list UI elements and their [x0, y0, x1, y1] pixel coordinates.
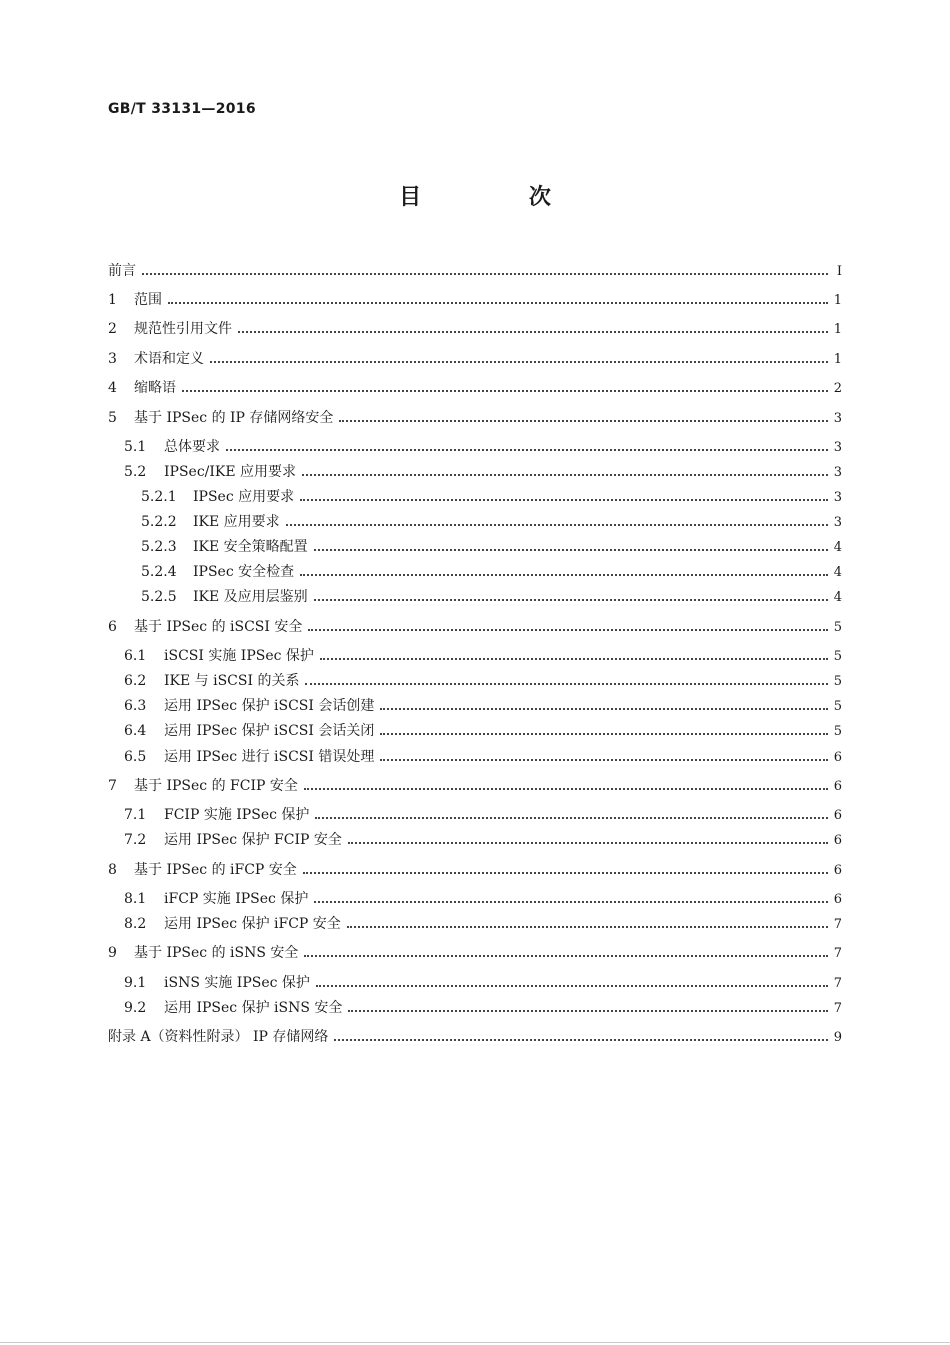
toc-page-number: 6 — [833, 750, 842, 765]
toc-leader — [348, 842, 828, 844]
toc-leader — [168, 302, 828, 304]
toc-entry-8-1[interactable] — [124, 889, 842, 909]
toc-entry-9-1[interactable] — [124, 973, 842, 993]
toc-entry-number: 2 — [108, 321, 117, 337]
toc-entry-text: IPSec/IKE 应用要求 — [164, 464, 297, 480]
toc-entry-6-4[interactable] — [124, 721, 842, 741]
toc-page-number: 5 — [833, 699, 842, 714]
toc-entry-text: 缩略语 — [134, 380, 176, 396]
toc-entry-number: 5.2.1 — [141, 489, 177, 505]
toc-page-number: 4 — [833, 565, 842, 580]
toc-entry-foreword[interactable] — [108, 261, 842, 281]
toc-page-number: 4 — [833, 540, 842, 555]
toc-leader — [347, 926, 828, 928]
toc-leader — [314, 549, 828, 551]
toc-entry-9[interactable] — [108, 943, 842, 963]
toc-entry-number: 5.2.4 — [141, 564, 177, 580]
toc-entry-text: 基于 IPSec 的 iSNS 安全 — [134, 945, 299, 961]
toc-entry-number: 5.2.3 — [141, 539, 177, 555]
toc-leader — [348, 1010, 828, 1012]
toc-page-number: 4 — [833, 590, 842, 605]
toc-leader — [302, 474, 828, 476]
toc-entry-5-2-5[interactable] — [141, 587, 842, 607]
toc-page-number: 6 — [833, 779, 842, 794]
toc-entry-text: 运用 IPSec 保护 FCIP 安全 — [164, 832, 342, 848]
toc-page-number: 1 — [833, 352, 842, 367]
toc-entry-text: 运用 IPSec 保护 iSNS 安全 — [164, 1000, 343, 1016]
toc-entry-number: 7.1 — [124, 807, 147, 823]
toc-leader — [339, 420, 828, 422]
toc-entry-7-2[interactable] — [124, 830, 842, 850]
page-title: 目 次 — [399, 185, 601, 210]
toc-leader — [304, 955, 828, 957]
toc-entry-5-2-4[interactable] — [141, 562, 842, 582]
toc-entry-number: 5.1 — [124, 439, 147, 455]
toc-page-number: 3 — [833, 440, 842, 455]
toc-leader — [316, 985, 828, 987]
toc-page-number: 1 — [833, 293, 842, 308]
toc-entry-number: 6.2 — [124, 673, 147, 689]
standard-code: GB/T 33131—2016 — [108, 101, 256, 117]
toc-leader — [305, 683, 828, 685]
toc-leader — [380, 708, 828, 710]
toc-entry-text: IPSec 应用要求 — [193, 489, 295, 505]
toc-entry-number: 6.4 — [124, 723, 147, 739]
toc-page-number: 5 — [833, 674, 842, 689]
toc-leader — [303, 872, 828, 874]
toc-entry-text: 运用 IPSec 保护 iFCP 安全 — [164, 916, 341, 932]
toc-entry-text: IKE 与 iSCSI 的关系 — [164, 673, 300, 689]
toc-entry-annex-a[interactable] — [108, 1027, 842, 1047]
toc-entry-text: FCIP 实施 IPSec 保护 — [164, 807, 310, 823]
toc-entry-text: IPSec 安全检查 — [193, 564, 295, 580]
toc-entry-number: 5.2.2 — [141, 514, 177, 530]
toc-entry-5-2-3[interactable] — [141, 537, 842, 557]
toc-entry-number: 7.2 — [124, 832, 147, 848]
toc-entry-number: 6.5 — [124, 749, 147, 765]
toc-page-number: 7 — [833, 1001, 842, 1016]
toc-leader — [320, 658, 828, 660]
toc-page-number: 1 — [833, 322, 842, 337]
toc-page-number: 9 — [833, 1030, 842, 1045]
toc-page-number: 6 — [833, 892, 842, 907]
toc-entry-3[interactable] — [108, 349, 842, 369]
toc-entry-2[interactable] — [108, 319, 842, 339]
toc-entry-text: 范围 — [134, 292, 162, 308]
toc-leader — [315, 817, 828, 819]
toc-entry-7[interactable] — [108, 776, 842, 796]
toc-leader — [286, 524, 828, 526]
toc-entry-text: 基于 IPSec 的 iFCP 安全 — [134, 862, 297, 878]
toc-page-number: 2 — [833, 381, 842, 396]
toc-entry-1[interactable] — [108, 290, 842, 310]
toc-entry-text: 基于 IPSec 的 iSCSI 安全 — [134, 619, 303, 635]
toc-entry-text: 附录 A（资料性附录） IP 存储网络 — [108, 1029, 329, 1045]
toc-entry-number: 9.1 — [124, 975, 147, 991]
toc-entry-text: 运用 IPSec 进行 iSCSI 错误处理 — [164, 749, 375, 765]
toc-leader — [300, 574, 828, 576]
toc-page-number: 5 — [833, 620, 842, 635]
toc-entry-number: 7 — [108, 778, 117, 794]
toc-entry-6-2[interactable] — [124, 671, 842, 691]
toc-entry-text: 运用 IPSec 保护 iSCSI 会话创建 — [164, 698, 375, 714]
toc-entry-number: 9 — [108, 945, 117, 961]
toc-page-number: 7 — [833, 976, 842, 991]
toc-entry-number: 4 — [108, 380, 117, 396]
toc-entry-number: 6.1 — [124, 648, 147, 664]
toc-entry-number: 6 — [108, 619, 117, 635]
toc-leader — [210, 361, 828, 363]
toc-page-number: 5 — [833, 649, 842, 664]
toc-leader — [300, 499, 828, 501]
toc-page-number: 6 — [833, 833, 842, 848]
toc-entry-text: 前言 — [108, 263, 136, 279]
toc-entry-text: iSCSI 实施 IPSec 保护 — [164, 648, 314, 664]
toc-leader — [238, 331, 828, 333]
toc-entry-text: 术语和定义 — [134, 351, 204, 367]
toc-leader — [380, 759, 828, 761]
toc-leader — [308, 629, 828, 631]
toc-entry-6-1[interactable] — [124, 646, 842, 666]
toc-leader — [142, 273, 828, 275]
toc-leader — [304, 788, 828, 790]
toc-entry-6-3[interactable] — [124, 696, 842, 716]
toc-entry-text: 总体要求 — [164, 439, 220, 455]
toc-entry-5-2-1[interactable] — [141, 487, 842, 507]
toc-leader — [182, 390, 828, 392]
toc-entry-text: 基于 IPSec 的 IP 存储网络安全 — [134, 410, 334, 426]
toc-page-number: 3 — [833, 515, 842, 530]
toc-entry-number: 9.2 — [124, 1000, 147, 1016]
toc-entry-5[interactable] — [108, 408, 842, 428]
toc-entry-6[interactable] — [108, 617, 842, 637]
toc-entry-text: iSNS 实施 IPSec 保护 — [164, 975, 310, 991]
toc-entry-number: 5 — [108, 410, 117, 426]
toc-leader — [314, 599, 828, 601]
toc-page-number: 7 — [833, 917, 842, 932]
toc-entry-number: 1 — [108, 292, 117, 308]
page-edge-divider — [0, 1342, 950, 1343]
toc-page-number: 5 — [833, 724, 842, 739]
toc-page-number: 7 — [833, 946, 842, 961]
toc-page-number: Ⅰ — [836, 264, 842, 279]
toc-entry-5-2[interactable] — [124, 462, 842, 482]
toc-entry-7-1[interactable] — [124, 805, 842, 825]
toc-page-number: 3 — [833, 490, 842, 505]
toc-entry-text: 基于 IPSec 的 FCIP 安全 — [134, 778, 298, 794]
toc-leader — [380, 733, 828, 735]
toc-entry-number: 8.2 — [124, 916, 147, 932]
toc-entry-9-2[interactable] — [124, 998, 842, 1018]
toc-leader — [226, 449, 828, 451]
toc-page-number: 3 — [833, 465, 842, 480]
toc-entry-8[interactable] — [108, 860, 842, 880]
toc-entry-text: IKE 及应用层鉴别 — [193, 589, 308, 605]
toc-entry-5-2-2[interactable] — [141, 512, 842, 532]
toc-page-number: 6 — [833, 863, 842, 878]
toc-entry-text: 规范性引用文件 — [134, 321, 232, 337]
toc-page-number: 3 — [833, 411, 842, 426]
toc-entry-number: 8 — [108, 862, 117, 878]
toc-entry-number: 3 — [108, 351, 117, 367]
toc-entry-text: IKE 安全策略配置 — [193, 539, 308, 555]
toc-entry-5-1[interactable] — [124, 437, 842, 457]
toc-entry-text: iFCP 实施 IPSec 保护 — [164, 891, 309, 907]
toc-entry-text: IKE 应用要求 — [193, 514, 280, 530]
toc-entry-number: 5.2.5 — [141, 589, 177, 605]
toc-entry-6-5[interactable] — [124, 747, 842, 767]
toc-entry-8-2[interactable] — [124, 914, 842, 934]
toc-leader — [314, 901, 828, 903]
toc-page-number: 6 — [833, 808, 842, 823]
toc-entry-number: 5.2 — [124, 464, 147, 480]
toc-entry-number: 8.1 — [124, 891, 147, 907]
toc-leader — [334, 1039, 828, 1041]
toc-entry-4[interactable] — [108, 378, 842, 398]
toc-entry-text: 运用 IPSec 保护 iSCSI 会话关闭 — [164, 723, 375, 739]
toc-entry-number: 6.3 — [124, 698, 147, 714]
